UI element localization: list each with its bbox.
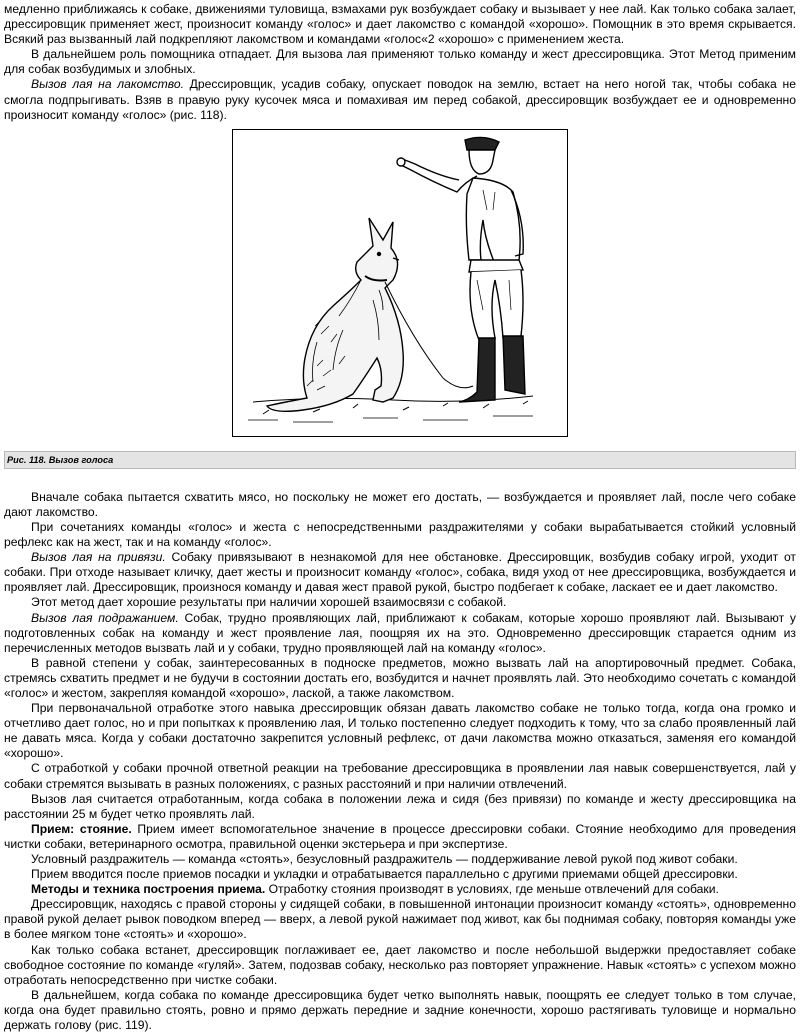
paragraph-text: Прием имеет вспомогательное значение в процессе дрессировки собаки. Стояние необходимо для проведения чистки собаки, ветеринарного осмотра, правильной оценки экстерьера и при экспертизе. (4, 821, 796, 851)
paragraph: медленно приближаясь к собаке, движениями туловища, взмахами рук возбуждает собаку и вызывает у нее лай. Как только собака залает, дрессировщик применяет жест, произносит команду «голос» и дает лакомство с командой «хорошо». Помощник в это время скрывается. Всякий раз вызванный лай подкрепляют лакомством и командами «голос«2 «хорошо» с применением жеста. (4, 2, 796, 47)
section-heading: Методы и техника построения приема. (31, 882, 266, 897)
figure-illustration (232, 129, 568, 437)
paragraph (4, 822, 796, 852)
paragraph: В дальнейшем роль помощника отпадает. Для вызова лая применяют только команду и жест дрессировщика. Этот Метод применим для собак возбудимых и злобных. (4, 47, 796, 77)
section-heading: Вызов лая подражанием. (31, 610, 179, 625)
paragraph-text: Собак, трудно проявляющих лай, приближают к собакам, которые хорошо проявляют лай. Вызывают у подготовленных собак на команду и жест проявление лая, поощряя их на это. Одновременно дрессировщик старается одним из перечисленных методов вызвать лай и у собаки, трудно проявляющей лай на команду «голос». (4, 610, 796, 655)
section-heading: Вызов лая на привязи. (31, 550, 166, 565)
paragraph: При сочетаниях команды «голос» и жеста с непосредственными раздражителями у собаки вырабатывается стойкий условный рефлекс как на жест, так и на команду «голос». (4, 519, 796, 550)
paragraph: Дрессировщик, находясь с правой стороны у сидящей собаки, в повышенной интонации произносит команду «стоять», одновременно правой рукой делает рывок поводком вперед — вверх, а левой рукой нажимает под живот, как бы поднимая собаку, повторяя команды уже в более мягком тоне «стоять» и «хорошо». (4, 897, 796, 942)
paragraph: Вначале собака пытается схватить мясо, но поскольку не может его достать, — возбуждается и проявляет лай, после чего собаке дают лакомство. (4, 489, 796, 519)
paragraph: Вызов лая считается отработанным, когда собака в положении лежа и сидя (без привязи) по команде и жесту дрессировщика на расстоянии 25 м будет четко проявлять лай. (4, 791, 796, 821)
paragraph-text: Дрессировщик, усадив собаку, опускает поводок на землю, встает на него ногой так, чтобы собака не смогла подпрыгивать. Взяв в правую руку кусочек мяса и помахивая им перед собакой, дрессировщик возбуждает ее и одновременно произносит команду «голос» (рис. 118). (4, 77, 796, 122)
dog-figure (267, 218, 403, 411)
figure-caption: Рис. 118. Вызов голоса (4, 451, 796, 469)
paragraph (4, 550, 796, 595)
trainer-and-dog-illustration (233, 130, 567, 436)
paragraph: В равной степени у собак, заинтересованных в подноске предметов, можно вызвать лай на апортировочный предмет. Собака, стремясь схватить предмет и не будучи в состоянии достать его, возбудится и начнет проявлять лай. Это необходимо сочетать с командой «голос» и жестом, закрепляя командой «хорошо», лаской, а также лакомством. (4, 655, 796, 700)
paragraph: В дальнейшем, когда собака по команде дрессировщика будет четко выполнять навык, поощрять ее следует только в том случае, когда она будет правильно стоять, ровно и прямо держать передние и задние конечности, хорошо растягивать туловище и нормально держать голову (рис. 119). (4, 987, 796, 1033)
paragraph: Этот метод дает хорошие результаты при наличии хорошей взаимосвязи с собакой. (31, 595, 507, 610)
paragraph: Условный раздражитель — команда «стоять», безусловный раздражитель — поддерживание левой рукой под живот собаки. (31, 852, 738, 866)
paragraph: При первоначальной отработке этого навыка дрессировщик обязан давать лакомство собаке не только тогда, когда она громко и отчетливо дает голос, но и при попытках к проявлению лая, И только постепенно следует подходить к тому, что за слабо проявленный лай не давать мяса. Когда у собаки достаточно закрепится условный рефлекс, от дачи лакомства можно отказаться, заменяя его командой «хорошо». (4, 701, 796, 761)
paragraph-text: Собаку привязывают в незнакомой для нее обстановке. Дрессировщик, возбудив собаку игрой, уходит от собаки. При отходе называет кличку, дает жесты и произносит команду «голос», собака, видя уход от нее дрессировщика, возбуждается и проявляет лай. Дрессировщик, произнося команду и давая жест правой рукой, быстро подбегает к собаке, ласкает ее и дает лакомство. (4, 550, 796, 595)
section-heading: Прием: стояние. (31, 821, 132, 836)
paragraph-text: Отработку стояния производят в условиях, где меньше отвлечений для собаки. (265, 882, 719, 897)
paragraph (4, 77, 796, 122)
trainer-figure (397, 137, 525, 402)
paragraph: С отработкой у собаки прочной ответной реакции на требование дрессировщика в проявлении лая навык совершенствуется, лай у собаки стремятся вызывать в разных положениях, с разных расстояний и при наличии отвлечений. (4, 761, 796, 791)
paragraph: Как только собака встанет, дрессировщик поглаживает ее, дает лакомство и после небольшой выдержки предоставляет собаке свободное состояние по команде «гуляй». Затем, подозвав собаку, несколько раз повторяет упражнение. Навык «стоять» с успехом можно отработать непосредственно при чистке собаки. (4, 942, 796, 987)
page (4, 2, 796, 1033)
paragraph (4, 882, 796, 897)
paragraph: Прием вводится после приемов посадки и укладки и отрабатывается параллельно с другими приемами общей дрессировки. (31, 867, 738, 882)
section-heading: Вызов лая на лакомство. (31, 77, 184, 92)
paragraph (4, 611, 796, 656)
